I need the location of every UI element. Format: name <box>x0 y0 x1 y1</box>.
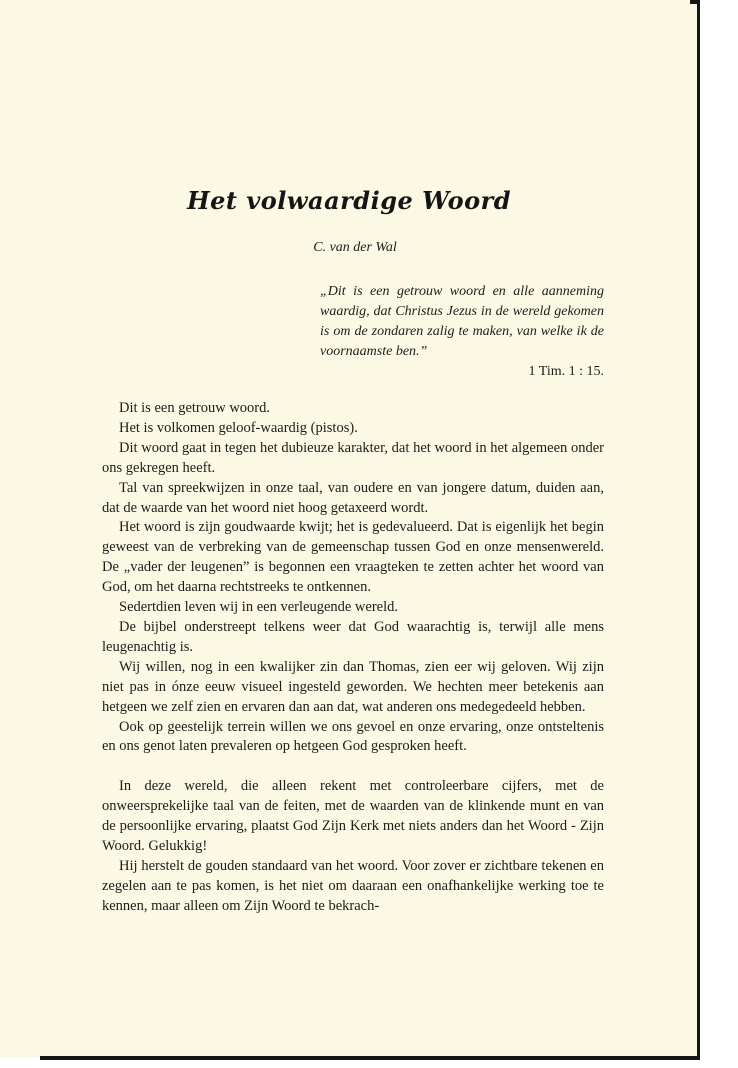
epigraph-text: „Dit is een getrouw woord en alle aanneming waardig, dat Christus Jezus in de wereld gekomen is om de zondaren zalig te maken, van welke ik de voornaamste ben.” <box>320 284 604 359</box>
body-paragraph: Wij willen, nog in een kwalijker zin dan Thomas, zien eer wij geloven. Wij zijn niet pas in ónze eeuw visueel ingesteld geworden. We hechten meer betekenis aan hetgeen we zelf zien en ervaren dan aan dat, wat anderen ons medegedeeld hebben. <box>102 658 604 715</box>
body-paragraph: In deze wereld, die alleen rekent met controleerbare cijfers, met de onweersprekelijke taal van de feiten, met de waarden van de klinkende munt en van de persoonlijke ervaring, plaatst God Zijn Kerk met niets anders dan het Woord - Zijn Woord. Gelukkig! <box>102 778 604 855</box>
epigraph-reference: 1 Tim. 1 : 15. <box>528 364 604 379</box>
epigraph <box>320 282 604 382</box>
article-author: C. van der Wal <box>313 240 397 255</box>
scan-edge-right <box>697 4 700 1058</box>
body-paragraph: Het woord is zijn goudwaarde kwijt; het is gedevalueerd. Dat is eigenlijk het begin geweest van de verbreking van de gemeenschap tussen God en onze mensenwereld. De „vader der leugenen” is begonnen een vraagteken te zetten achter het woord van God, om het daarna rechtstreeks te ontkennen. <box>102 519 604 596</box>
article-body <box>102 399 604 917</box>
body-paragraph: Hij herstelt de gouden standaard van het woord. Voor zover er zichtbare tekenen en zegelen aan te pas komen, is het niet om daaraan een onafhankelijke werking toe te kennen, maar alleen om Zijn Woord te bekrach- <box>102 857 604 914</box>
scan-edge-bottom <box>40 1056 700 1060</box>
body-paragraph: Ook op geestelijk terrein willen we ons gevoel en onze ervaring, onze ontsteltenis en ons genot laten prevaleren op hetgeen God gesproken heeft. <box>102 718 604 755</box>
body-paragraph: De bijbel onderstreept telkens weer dat God waarachtig is, terwijl alle mens leugenachtig is. <box>102 618 604 655</box>
body-paragraph: Sedertdien leven wij in een verleugende wereld. <box>119 599 399 616</box>
body-paragraph: Dit is een getrouw woord. <box>119 400 271 416</box>
article-title: Het volwaardige Woord <box>186 186 512 215</box>
body-paragraph: Tal van spreekwijzen in onze taal, van oudere en van jongere datum, duiden aan, dat de waarde van het woord niet hoog getaxeerd wordt. <box>102 479 604 516</box>
body-paragraph: Het is volkomen geloof-waardig (pistos). <box>119 419 358 436</box>
body-paragraph: Dit woord gaat in tegen het dubieuze karakter, dat het woord in het algemeen onder ons gekregen heeft. <box>102 439 604 476</box>
